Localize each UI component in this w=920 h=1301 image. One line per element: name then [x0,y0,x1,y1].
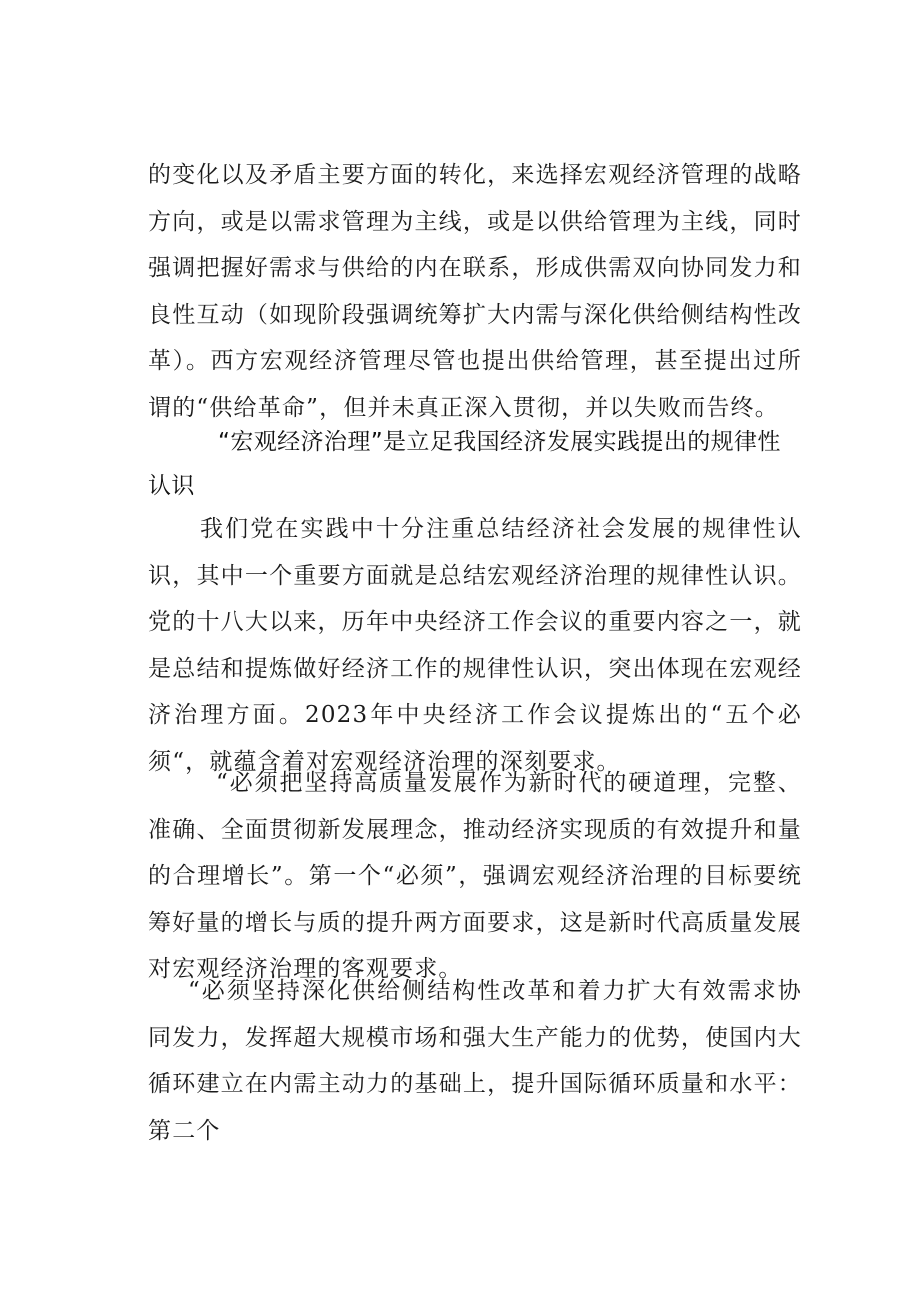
paragraph-first-must: “必须把坚持高质量发展作为新时代的硬道理，完整、准确、全面贯彻新发展理念，推动经济实现质的有效提升和量的合理增长”。第一个“必须”，强调宏观经济治理的目标要统筹好量的增长与质的提升两方面要求，这是新时代高质量发展对宏观经济治理的客观要求。 [148,770,802,983]
paragraph-second-must: “必须坚持深化供给侧结构性改革和着力扩大有效需求协同发力，发挥超大规模市场和强大生产能力的优势，使国内大循环建立在内需主动力的基础上，提升国际循环质量和水平：第二个 [148,978,802,1144]
paragraph-continuation: 的变化以及矛盾主要方面的转化，来选择宏观经济管理的战略方向，或是以需求管理为主线，或是以供给管理为主线，同时强调把握好需求与供给的内在联系，形成供需双向协同发力和良性互动（如现阶段强调统筹扩大内需与深化供给侧结构性改革）。西方宏观经济管理尽管也提出供给管理，甚至提出过所谓的“供给革命”，但并未真正深入贯彻，并以失败而告终。 [148,162,802,421]
paragraph-practice-summary: 我们党在实践中十分注重总结经济社会发展的规律性认识，其中一个重要方面就是总结宏观经济治理的规律性认识。党的十八大以来，历年中央经济工作会议的重要内容之一，就是总结和提炼做好经济工作的规律性认识，突出体现在宏观经济治理方面。2023年中央经济工作会议提炼出的“五个必须“，就蕴含着对宏观经济治理的深刻要求。 [148,516,802,775]
section-heading: “宏观经济治理”是立足我国经济发展实践提出的规律性认识 [148,429,781,499]
